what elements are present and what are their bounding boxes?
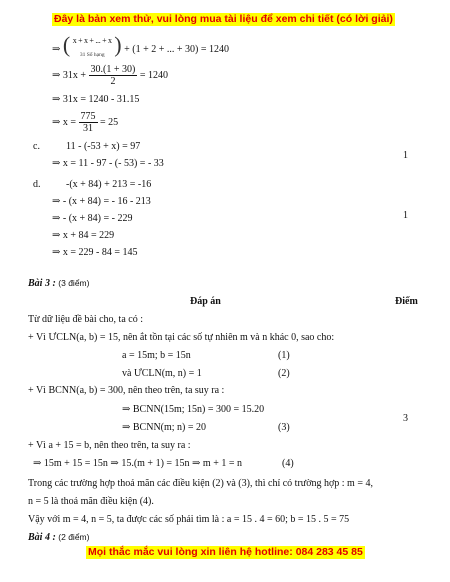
bai3-eq-number-4: (4) bbox=[282, 458, 294, 469]
bai3-paragraph-10: n = 5 là thoả mãn điều kiện (4). bbox=[28, 496, 154, 507]
fraction-numerator: 30.(1 + 30) bbox=[90, 64, 136, 75]
part-d-line-4: ⇒ x + 84 = 229 bbox=[52, 230, 115, 241]
implies-arrow: ⇒ bbox=[52, 44, 61, 55]
equation-rest: + (1 + 2 + ... + 30) = 1240 bbox=[124, 44, 229, 55]
sum-terms: x + x + ... + x bbox=[72, 35, 112, 45]
hotline-banner: Mọi thắc mắc vui lòng xin liên hệ hotline: 084 283 45 85 bbox=[88, 546, 363, 558]
bai3-paragraph-2: + Vì ƯCLN(a, b) = 15, nên ắt tồn tại các số tự nhiên m và n khác 0, sao cho: bbox=[28, 332, 335, 343]
part-d-line-1: -(x + 84) + 213 = -16 bbox=[66, 179, 152, 190]
bai4-heading bbox=[28, 531, 89, 544]
part-d-score: 1 bbox=[403, 210, 408, 221]
bai3-paragraph-7: + Vì a + 15 = b, nên theo trên, ta suy ra : bbox=[28, 440, 191, 451]
equation-line-4 bbox=[52, 111, 118, 134]
fraction bbox=[79, 111, 98, 134]
eq2-rhs: = 1240 bbox=[139, 69, 168, 81]
part-d-label: d. bbox=[33, 179, 41, 190]
part-c-label: c. bbox=[33, 141, 40, 152]
eq4-rhs: = 25 bbox=[100, 116, 119, 128]
part-d-line-5: ⇒ x = 229 - 84 = 145 bbox=[52, 247, 138, 258]
brace-label: 31 Số hạng bbox=[79, 51, 105, 58]
bai3-paragraph-4: + Vì BCNN(a, b) = 300, nên theo trên, ta suy ra : bbox=[28, 385, 225, 396]
fraction bbox=[89, 64, 138, 87]
bai3-title: Bài 3 : bbox=[28, 278, 56, 289]
bai3-paragraph-11: Vậy với m = 4, n = 5, ta được các số phải tìm là : a = 15 . 4 = 60; b = 15 . 5 = 75 bbox=[28, 514, 350, 525]
bai3-line-8: ⇒ 15m + 15 = 15n ⇒ 15.(m + 1) = 15n ⇒ m + 1 = n bbox=[33, 458, 242, 469]
bai3-line-3b: và ƯCLN(m, n) = 1 bbox=[122, 368, 202, 379]
part-d-line-3: ⇒ - (x + 84) = - 229 bbox=[52, 213, 133, 224]
fraction-numerator: 775 bbox=[80, 111, 96, 122]
fraction-denominator: 2 bbox=[110, 76, 116, 87]
preview-banner: Đây là bản xem thử, vui lòng mua tài liệu để xem chi tiết (có lời giải) bbox=[54, 13, 393, 25]
right-paren: ) bbox=[114, 32, 122, 57]
fraction-denominator: 31 bbox=[83, 123, 94, 134]
part-d-line-2: ⇒ - (x + 84) = - 16 - 213 bbox=[52, 196, 151, 207]
part-c-line-1: 11 - (-53 + x) = 97 bbox=[66, 141, 141, 152]
bai3-points: (3 điểm) bbox=[58, 278, 90, 288]
equation-line-1 bbox=[52, 34, 229, 64]
part-c-score: 1 bbox=[403, 150, 408, 161]
answer-column-header: Đáp án bbox=[190, 296, 221, 307]
part-c-line-2: ⇒ x = 11 - 97 - (- 53) = - 33 bbox=[52, 158, 164, 169]
score-column-header: Điểm bbox=[395, 296, 418, 307]
bai3-score: 3 bbox=[403, 413, 408, 424]
bai4-points: (2 điểm) bbox=[58, 532, 90, 542]
bai3-paragraph-1: Từ dữ liệu đề bài cho, ta có : bbox=[28, 314, 143, 325]
bai3-line-6: ⇒ BCNN(m; n) = 20 bbox=[122, 422, 207, 433]
left-paren: ( bbox=[62, 32, 71, 57]
eq2-lhs: ⇒ 31x + bbox=[52, 69, 87, 81]
eq4-lhs: ⇒ x = bbox=[52, 116, 77, 128]
bai3-heading bbox=[28, 277, 89, 290]
bai3-paragraph-9: Trong các trường hợp thoả mãn các điều kiện (2) và (3), thì chỉ có trường hợp : m = 4, bbox=[28, 478, 373, 489]
equation-line-2 bbox=[52, 64, 168, 87]
bai4-title: Bài 4 : bbox=[28, 532, 56, 543]
bai3-eq-number-2: (2) bbox=[278, 368, 290, 379]
bai3-line-5: ⇒ BCNN(15m; 15n) = 300 = 15.20 bbox=[122, 404, 265, 415]
bai3-eq-number-3: (3) bbox=[278, 422, 290, 433]
bai3-line-3a: a = 15m; b = 15n bbox=[122, 350, 191, 361]
equation-line-3: ⇒ 31x = 1240 - 31.15 bbox=[52, 94, 140, 105]
bai3-eq-number-1: (1) bbox=[278, 350, 290, 361]
